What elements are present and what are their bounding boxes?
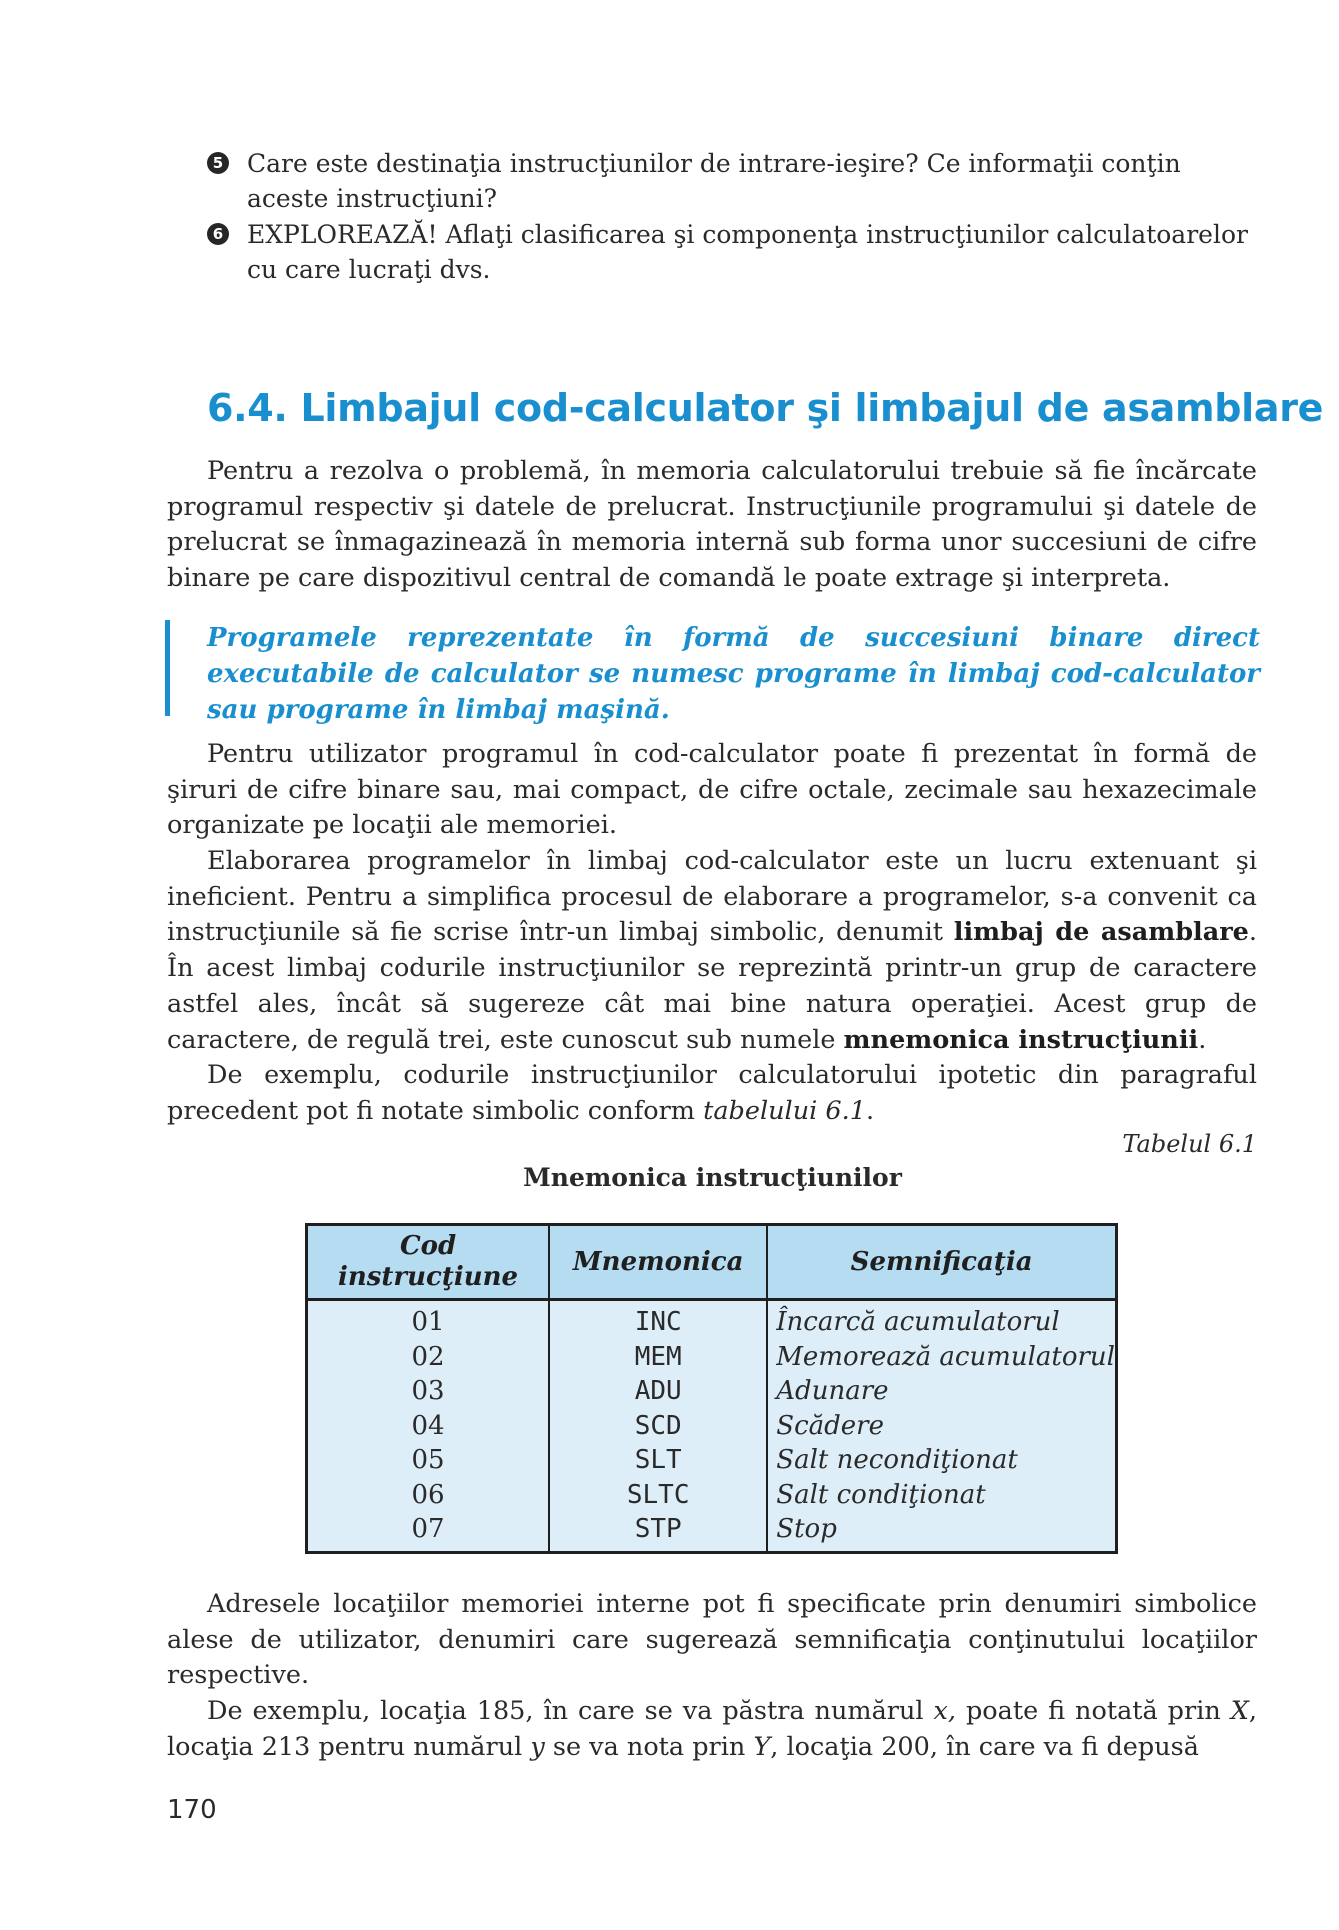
table-header-row — [307, 1225, 1117, 1300]
table-caption: Tabelul 6.1 — [1122, 1130, 1257, 1158]
table-row — [307, 1374, 1117, 1409]
paragraph-text: . — [865, 1095, 875, 1126]
paragraph-example — [167, 1058, 1257, 1129]
meaning-cell: Scădere — [767, 1409, 1116, 1444]
question-number-badge: 6 — [207, 223, 229, 245]
table-row — [307, 1478, 1117, 1513]
table-title: Mnemonica instrucţiunilor — [523, 1163, 902, 1192]
paragraph-intro — [167, 454, 1257, 597]
code-cell: 07 — [411, 1514, 445, 1545]
meaning-cell: Stop — [767, 1512, 1116, 1552]
table-row — [307, 1340, 1117, 1375]
table-row — [307, 1443, 1117, 1478]
mnemonic-cell: SCD — [549, 1409, 767, 1444]
mnemonic-cell: STP — [549, 1512, 767, 1552]
meaning-cell: Salt condiţionat — [767, 1478, 1116, 1513]
code-cell: 02 — [411, 1341, 445, 1372]
paragraph-text: Adresele locaţiilor memoriei interne pot fi specificate prin denumiri simbolice alese de utilizator, denumiri care sugerează semnificaţia conţinutului locaţiilor respective. — [167, 1589, 1257, 1691]
variable-X: X — [1230, 1696, 1249, 1726]
definition-box — [165, 620, 1260, 725]
paragraph-text: . — [1198, 1024, 1207, 1055]
code-cell: 06 — [411, 1479, 445, 1510]
mnemonic-table — [305, 1223, 1118, 1554]
header-meaning: Semnificaţia — [767, 1225, 1116, 1300]
definition-text: Programele reprezentate în formă de succesiuni binare direct executabile de calculator se numesc programe în limbaj cod-calculator sau programe în limbaj maşină. — [207, 623, 1260, 725]
paragraph-text: poate fi notată prin — [956, 1696, 1231, 1726]
table-row — [307, 1512, 1117, 1552]
mnemonic-cell: MEM — [549, 1340, 767, 1375]
page-number: 170 — [167, 1795, 217, 1825]
variable-y: y — [530, 1731, 545, 1762]
code-cell: 05 — [411, 1445, 445, 1476]
meaning-cell: Memorează acumulatorul — [767, 1340, 1116, 1375]
table-reference: tabelului 6.1 — [703, 1095, 866, 1126]
table-row — [307, 1300, 1117, 1340]
question-number-badge: 5 — [207, 152, 229, 174]
paragraph-user-view — [167, 737, 1257, 844]
code-cell: 01 — [411, 1307, 445, 1338]
variable-x: x, — [933, 1696, 956, 1726]
question-text: EXPLOREAZĂ! Aflaţi clasificarea şi componenţa instrucţiunilor calculatoarelor cu care lucraţi dvs. — [247, 220, 1248, 284]
question-5 — [207, 146, 1257, 216]
paragraph-text: Pentru utilizator programul în cod-calculator poate fi prezentat în formă de şiruri de cifre binare sau, mai compact, de cifre octale, zecimale sau hexazecimale organizate pe locaţii ale memoriei. — [167, 739, 1257, 841]
code-cell: 03 — [411, 1376, 445, 1407]
paragraph-text: Elaborarea programelor în limbaj cod-calculator este un lucru extenuant şi ineficient. Pentru a simplifica procesul de elaborare a programelor, s-a convenit ca instrucţiunile să fie scrise într-un limbaj simbolic, denumit — [167, 846, 1257, 948]
header-mnemonic: Mnemonica — [549, 1225, 767, 1300]
question-6 — [207, 217, 1257, 287]
paragraph-assembly — [167, 844, 1257, 1058]
term-assembly-language: limbaj de asamblare — [953, 917, 1249, 948]
mnemonic-cell: ADU — [549, 1374, 767, 1409]
meaning-cell: Salt necondiţionat — [767, 1443, 1116, 1478]
term-mnemonic: mnemonica instrucţiunii — [843, 1024, 1199, 1055]
code-cell: 04 — [411, 1410, 445, 1441]
header-code: Cod instrucţiune — [307, 1225, 550, 1300]
meaning-cell: Adunare — [767, 1374, 1116, 1409]
paragraph-symbolic-addresses — [167, 1587, 1257, 1694]
mnemonic-cell: SLT — [549, 1443, 767, 1478]
paragraph-text: , locaţia 213 pentru numărul — [167, 1696, 1257, 1762]
paragraph-text: De exemplu, locaţia 185, în care se va păstra numărul — [207, 1696, 934, 1726]
paragraph-text: . În acest limbaj codurile instrucţiunilor se reprezintă printr-un grup de caractere astfel ales, încât să sugereze cât mai bine natura operaţiei. Acest grup de caractere, de regulă trei, este cunoscut sub numele — [167, 917, 1258, 1055]
mnemonic-cell: INC — [549, 1300, 767, 1340]
section-heading: 6.4. Limbajul cod-calculator şi limbajul de asamblare — [207, 386, 1324, 430]
meaning-cell: Încarcă acumulatorul — [767, 1300, 1116, 1340]
paragraph-location-example — [167, 1694, 1257, 1765]
question-text: Care este destinaţia instrucţiunilor de intrare-ieşire? Ce informaţii conţin aceste instrucţiuni? — [247, 149, 1181, 213]
paragraph-text: se va nota prin — [544, 1731, 754, 1762]
paragraph-text: Pentru a rezolva o problemă, în memoria calculatorului trebuie să fie încărcate programul respectiv şi datele de prelucrat. Instrucţiunile programului şi datele de prelucrat se înmagazinează în memoria internă sub forma unor succesiuni de cifre binare pe care dispozitivul central de comandă le poate extrage şi interpreta. — [167, 456, 1257, 594]
table-row — [307, 1409, 1117, 1444]
variable-Y: Y — [753, 1731, 771, 1762]
paragraph-text: , locaţia 200, în care va fi depusă — [770, 1731, 1199, 1762]
paragraph-text: De exemplu, codurile instrucţiunilor calculatorului ipotetic din paragraful precedent pot fi notate simbolic conform — [167, 1060, 1257, 1126]
mnemonic-cell: SLTC — [549, 1478, 767, 1513]
